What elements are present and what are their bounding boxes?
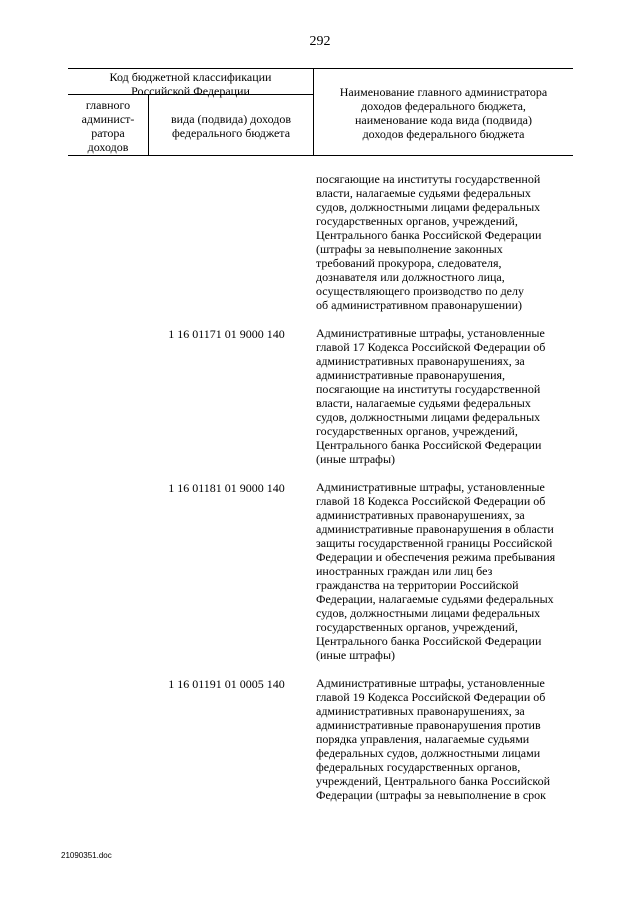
- table-row: [68, 676, 573, 802]
- header-top-border: [68, 68, 573, 69]
- header-name-column: Наименование главного администратора доходов федерального бюджета, наименование кода вида (подвида) доходов федерального бюджета: [339, 85, 548, 141]
- admin-cell: [68, 676, 148, 802]
- code-cell: 1 16 01191 01 0005 140: [168, 677, 285, 691]
- table-row: [68, 172, 573, 312]
- code-cell: 1 16 01181 01 9000 140: [168, 481, 285, 495]
- name-cell: Административные штрафы, установленные главой 18 Кодекса Российской Федерации об административных правонарушениях, за административные правонарушения в области защиты государственной границы Российской Федерации и обеспечения режима пребывания иностранных граждан или лиц без гражданства на территории Российской Федерации, налагаемые судьями федеральных судов, должностными лицами федеральных государственных органов, учреждений, Центрального банка Российской Федерации (иные штрафы): [316, 480, 556, 662]
- header-code-column: вида (подвида) доходов федерального бюджета: [171, 112, 291, 140]
- table-row: [68, 480, 573, 662]
- name-cell: посягающие на институты государственной власти, налагаемые судьями федеральных судов, должностными лицами федеральных государственных органов, учреждений, Центрального банка Российской Федерации (штрафы за невыполнение законных требований прокурора, следователя, дознавателя или должностного лица, осуществляющего производство по делу об административном правонарушении): [316, 172, 542, 312]
- admin-cell: [68, 480, 148, 662]
- code-cell: 1 16 01171 01 9000 140: [168, 327, 285, 341]
- header-bottom-border: [68, 155, 573, 156]
- admin-cell: [68, 326, 148, 466]
- document-filename: 21090351.doc: [61, 851, 112, 860]
- code-cell: [148, 172, 305, 312]
- header-kbk-title: Код бюджетной классификации Российской Федерации: [109, 70, 272, 98]
- admin-cell: [68, 172, 148, 312]
- name-cell: Административные штрафы, установленные главой 19 Кодекса Российской Федерации об административных правонарушениях, за административные правонарушения против порядка управления, налагаемые судьями федеральных судов, должностными лицами федеральных государственных органов, учреждений, Центрального банка Российской Федерации (штрафы за невыполнение в срок: [316, 676, 551, 802]
- table-body: [68, 172, 573, 816]
- page-number: 292: [309, 34, 331, 49]
- name-cell: Административные штрафы, установленные главой 17 Кодекса Российской Федерации об административных правонарушениях, за административные правонарушения, посягающие на институты государственной власти, налагаемые судьями федеральных судов, должностными лицами федеральных государственных органов, учреждений, Центрального банка Российской Федерации (иные штрафы): [316, 326, 546, 466]
- header-admin-column: главного админист- ратора доходов: [81, 98, 135, 154]
- table-row: [68, 326, 573, 466]
- table-header: [68, 68, 573, 156]
